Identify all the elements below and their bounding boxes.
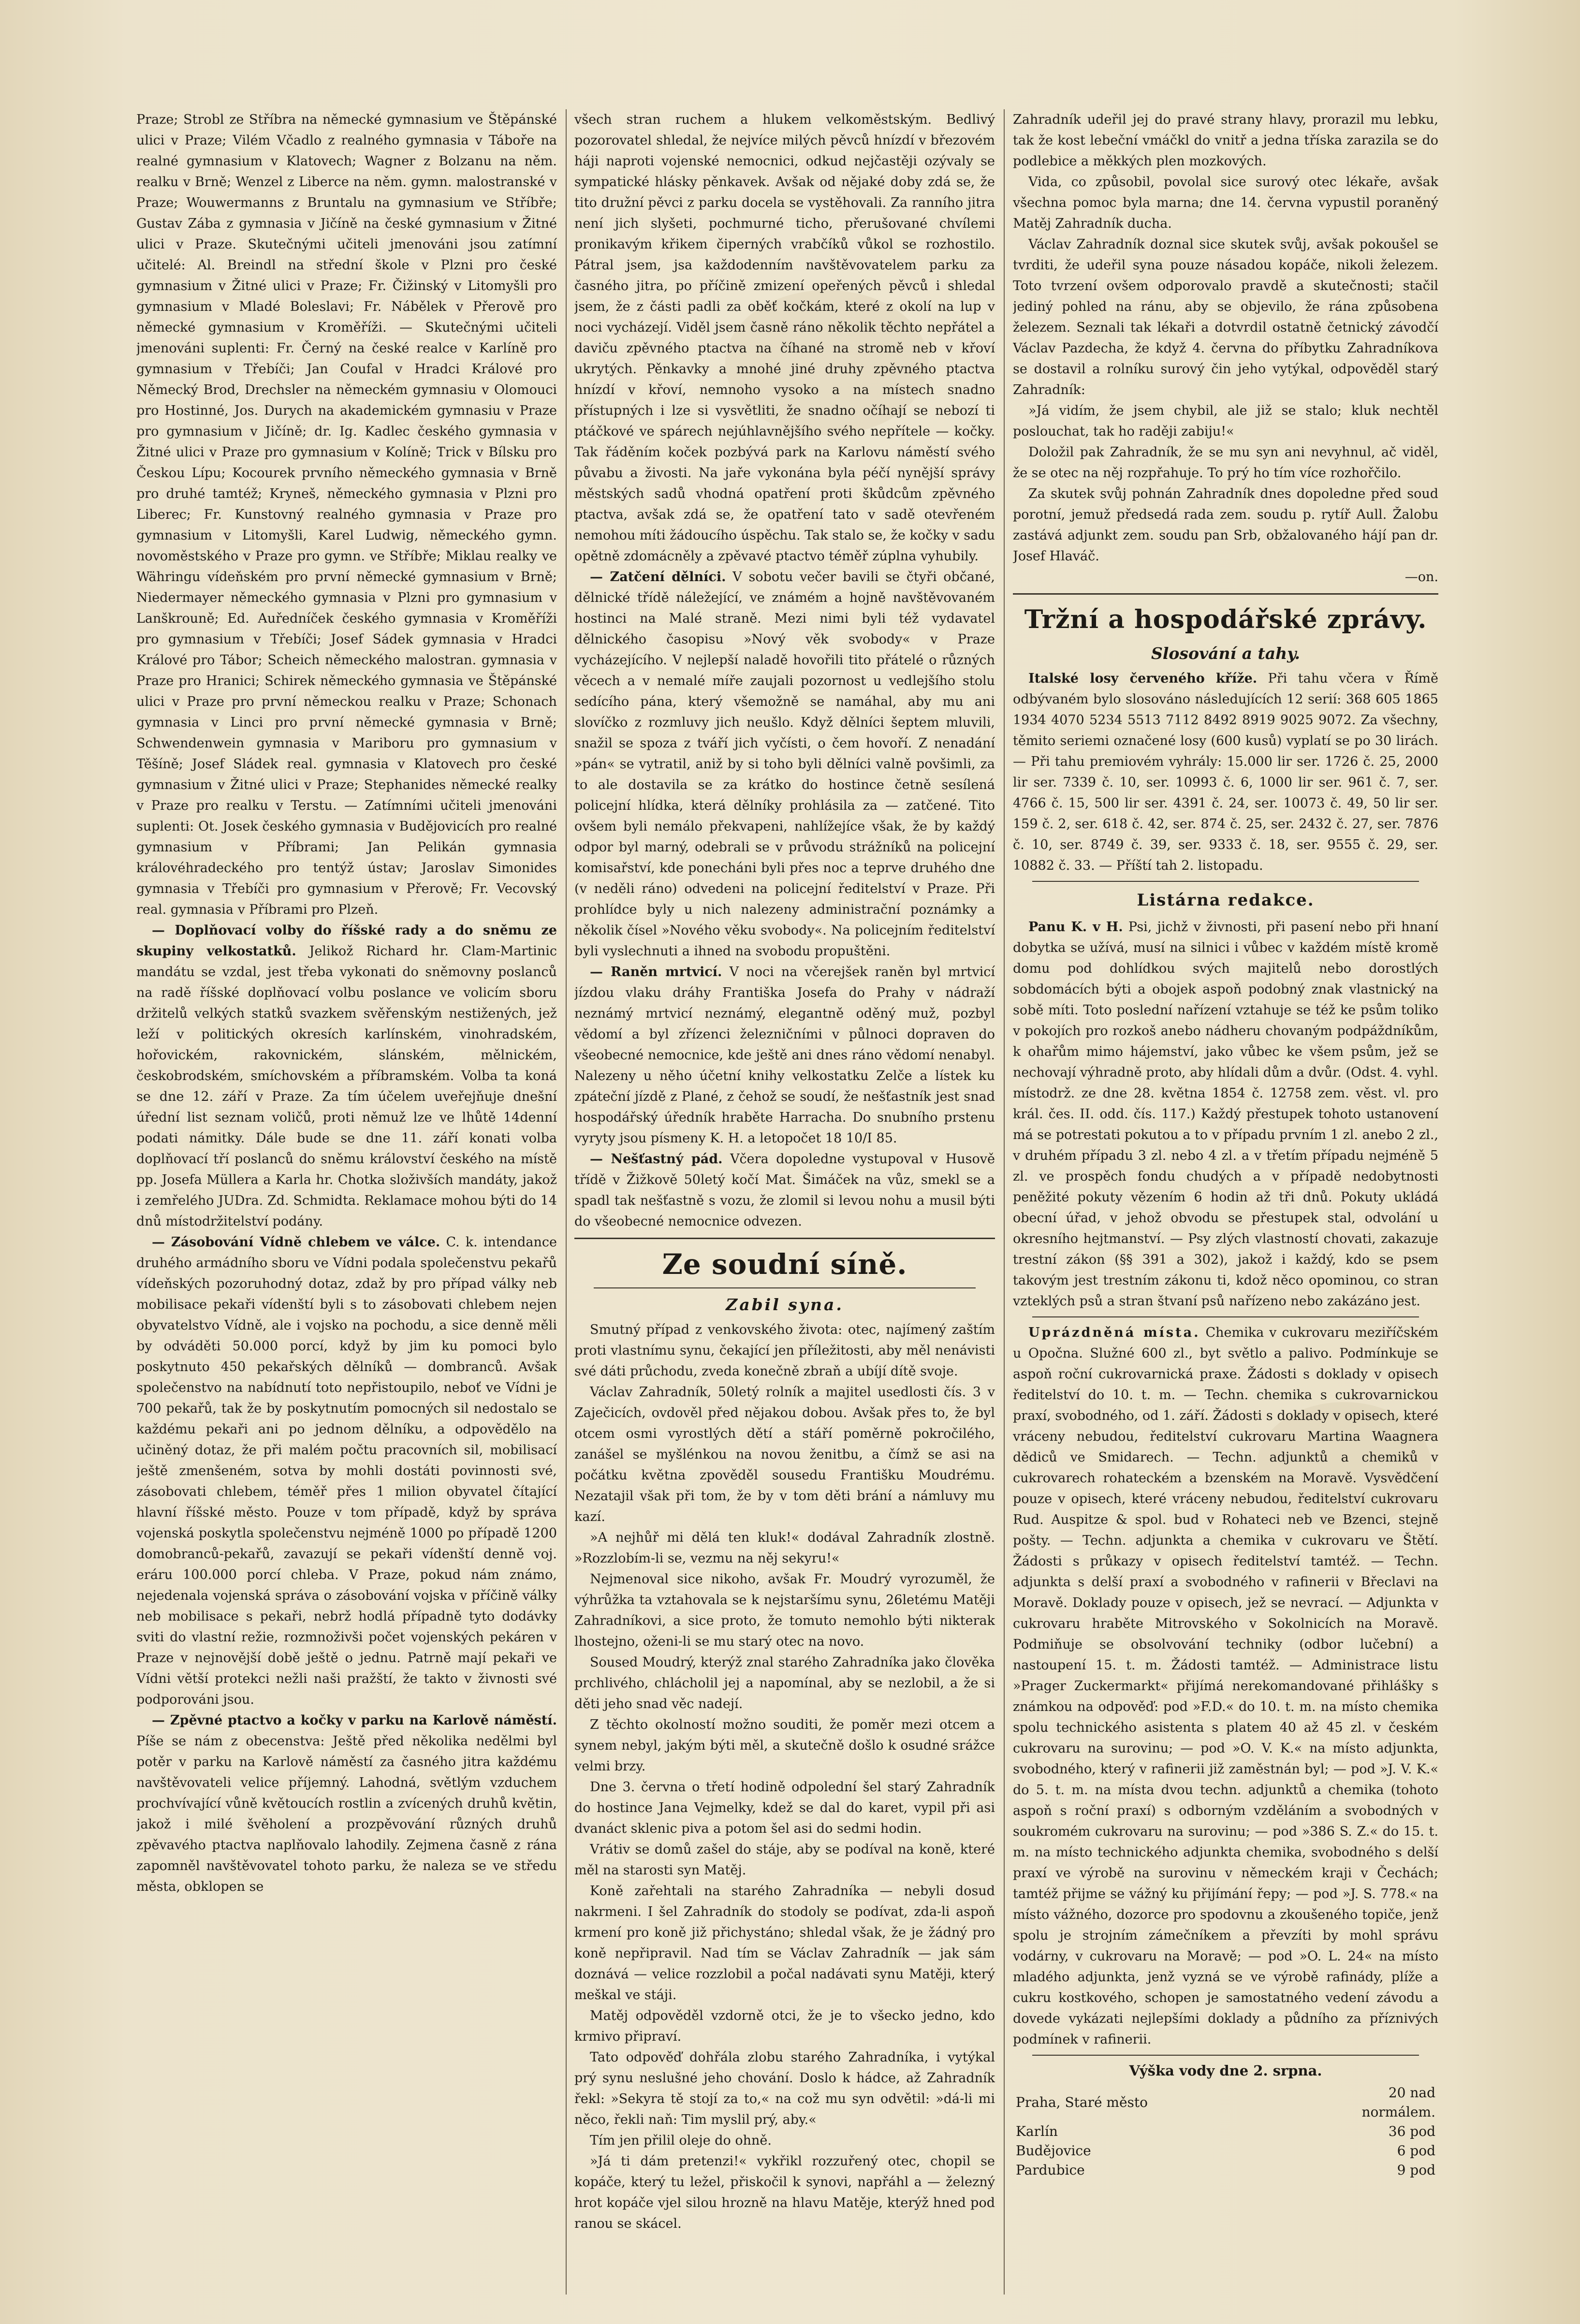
section-divider	[1032, 881, 1419, 882]
value-cell: 36 pod	[1388, 2123, 1435, 2139]
jobs-paragraph	[1013, 1322, 1438, 2050]
article-fall	[574, 1149, 995, 1232]
court-signature: —on.	[1404, 570, 1438, 585]
article-headline: — Raněn mrtvicí.	[590, 965, 722, 979]
place-cell: Praha, Staré město	[1016, 2094, 1148, 2110]
article-body: Včera dopoledne vystupoval v Husově třídě v Žižkově 50letý kočí Mat. Šimáček na vůz, smekl se a spadl tak nešťastně s vozu, že zlomil si levou nohu a musil býti do všeobecné nemocnice odvezen.	[574, 1152, 995, 1229]
article-body: Chemika v cukrovaru meziříčském u Opočna. Služné 600 zl., byt světlo a palivo. Podmínkuje se aspoň roční cukrovarnická praxe. Žádosti s doklady v opisech ředitelství do 10. t. m. — Techn. chemika s cukrovarnickou praxí, svobodného, od 1. září. Žádosti s doklady v opisech, které vráceny nebudou, ředitelství cukrovaru Martina Waagnera dědiců ve Smidarech. — Techn. adjunktů a chemiků v cukrovarech rohateckém a bzenském na Moravě. Vysvědčení pouze v opisech, které vráceny nebudou, ředitelství cukrovaru Rud. Auspitze & spol. bud v Rohateci neb ve Bzenci, stejně pošty. — Techn. adjunkta a chemika v cukrovaru ve Štětí. Žádosti s průkazy v opisech ředitelství tamtéž. — Techn. adjunkta s delší praxí a svobodného v rafinerii v Břeclavi na Moravě. Doklady pouze v opisech, jež se nevrací. — Adjunkta v cukrovaru hraběte Mitrovského v Sokolnicích na Moravě. Podmiňuje se obsolvování techniky (odbor lučební) a nastoupení 15. t. m. Žádosti tamtéž. — Administrace listu »Prager Zuckermarkt« přijímá nerekomandované přihlášky s známkou na odpověď: pod »F.D.« do 10. t. m. na místo chemika spolu technického asistenta s platem 40 až 45 zl. v českém cukrovaru na surovinu; — pod »O. V. K.« na místo adjunkta, svobodného, který v rafinerii již zaměstnán byl; — pod »J. V. K.« do 5. t. m. na místa dvou techn. adjunktů a chemika (tohoto aspoň s roční praxí) s odborným vzděláním a svobodných v soukromém cukrovaru na surovinu; — pod »386 S. Z.« do 15. t. m. na místo technického adjunkta chemika, svobodného s delší praxí ve výrobě na surovinu v německém kraji v Čechách; tamtéž přijme se vážný ku přijímání řepy; — pod »J. S. 778.« na místo vážného, dozorce pro spodovnu a zkoušeného topiče, jenž spolu je strojním zámečníkem a převzíti by mohl správu vodárny, v cukrovaru na Moravě; — pod »O. L. 24« na místo mladého adjunkta, jenž vyzná se ve výrobě rafinády, plíže a cukru kostkového, schopen je samostatného vedení závodu a dovede vykázati nejlepšími doklady a půdního za příznivých podmínek v rafinerii.	[1013, 1325, 1438, 2047]
value-cell: 20 nad normálem.	[1361, 2085, 1435, 2120]
court-paragraph: »A nejhůř mi dělá ten kluk!« dodával Zahradník zlostně. »Rozzlobím-li se, vezmu na něj sekyru!«	[574, 1530, 995, 1566]
court-paragraph: Soused Moudrý, kterýž znal starého Zahradníka jako člověka prchlivého, chlácholil jej a napomínal, aby se nezlobil, a že si děti jeho snad věc nadejí.	[574, 1655, 995, 1711]
table-row	[1013, 2141, 1438, 2161]
place-cell: Budějovice	[1016, 2143, 1091, 2159]
court-paragraph: Vida, co způsobil, povolal sice surový otec lékaře, avšak všechna pomoc byla marna; dne 14. června vypustil poraněný Matěj Zahradník ducha.	[1013, 175, 1438, 231]
songbirds-continued: všech stran ruchem a hlukem velkoměstským. Bedlivý pozorovatel shledal, že nejvíce milých pěvců hnízdí v březovém háji naproti vojenské nemocnici, odkud nejčastěji ozývaly se sympatické hlásky pěnkavek. Avšak od nějaké doby zdá se, že tito družní pěvci z parku docela se vystěhovali. Za ranního jitra není jich slyšeti, pochmurné ticho, přerušované chvílemi pronikavým křikem čiperných vrabčíků vůkol se rozhostilo. Pátral jsem, jsa každodenním navštěvovatelem parku za časného jitra, po příčině zmizení opeřených pěvců i shledal jsem, že z části padli za oběť kočkám, které z okolí na lup v noci vycházejí. Viděl jsem časně ráno několik těchto nepřátel a daviču zpěvného ptactva na číhané na stromě neb v křoví ukrytých. Pěnkavky a mnohé jiné druhy zpěvného ptactva hnízdí v křoví, nemnoho vysoko a na místech snadno přístupných i lze si vysvětliti, že snadno očíhají se nebozí ti ptáčkové ve spárech nejúhlavnějšího svého nepřítele — kočky. Tak řáděním koček pozbývá park na Karlovu náměstí svého půvabu a živosti. Na jaře vykonána byla péčí nynější správy městských sadů vhodná opatření proti škůdcům zpěvného ptactva, avšak zdá se, že opatření tato v sadě otevřeném nemohou míti žádoucího úspěchu. Tak stalo se, že kočky v sadu opětně zdomácněly a zpěvavé ptactvo téměř zúplna vyhubily.	[574, 112, 995, 564]
court-paragraph: Koně zařehtali na starého Zahradníka — nebyli dosud nakrmeni. I šel Zahradník do stodoly se podívat, zda-li aspoň krmení pro koně již přichystáno; shledal však, že je žádný pro koně nepřipravil. Nad tím se Václav Zahradník — jak sám doznává — velice rozzlobil a počal nadávati synu Matěji, který meškal ve stáji.	[574, 1884, 995, 2002]
court-paragraph: Zahradník udeřil jej do pravé strany hlavy, prorazil mu lebku, tak že kost lebeční vmáčkl do vnitř a jedna tříska zarazila se do podlebice a měkkých plen mozkových.	[1013, 112, 1438, 169]
court-paragraph: Za skutek svůj pohnán Zahradník dnes dopoledne před soud porotní, jemuž předsedá rada zem. soudu p. rytíř Aull. Žalobu zastává adjunkt zem. soudu pan Srb, obžalovaného hájí pan dr. Josef Hlaváč.	[1013, 486, 1438, 564]
court-paragraph: Smutný případ z venkovského života: otec, najímený zaštím proti vlastnímu synu, čekající jen příležitosti, aby měl nenávisti své dáti průchodu, zveda konečně zbraň a ubíjí dítě svoje.	[574, 1322, 995, 1379]
court-paragraph: Tato odpověď dohřála zlobu starého Zahradníka, i vytýkal prý synu neslušné jeho chování. Doslo k hádce, až Zahradník řekl: »Sekyra tě stojí za to,« na což mu syn odvětil: »dá-li mi něco, řekli naň: Tim myslil prý, aby.«	[574, 2050, 995, 2127]
article-headline: — Zatčení dělníci.	[590, 570, 726, 585]
court-paragraph: Nejmenoval sice nikoho, avšak Fr. Moudrý vyrozuměl, že výhrůžka ta vztahovala se k nejstaršímu synu, 26letému Matěji Zahradníkovi, a sice proto, že tomuto nemohlo býti nikterak lhostejno, oženi-li se mu starý otec na novo.	[574, 1572, 995, 1649]
table-row	[1013, 2083, 1438, 2122]
place-cell: Pardubice	[1016, 2162, 1085, 2178]
section-divider	[1032, 1316, 1419, 1317]
section-divider	[574, 1238, 995, 1239]
table-row	[1013, 2122, 1438, 2141]
court-paragraph: »Já ti dám pretenzi!« vykřikl rozzuřený otec, chopil se kopáče, který tu ležel, přiskočil k synovi, napřáhl a — železný hrot kopáče vjel silou hrozně na hlavu Matěje, kterýž hned pod ranou se skácel.	[574, 2154, 995, 2231]
article-headline: — Zpěvné ptactvo a kočky v parku na Karlově náměstí.	[152, 1713, 557, 1728]
article-body: V sobotu večer bavili se čtyři občané, dělnické třídě náležející, ve známém a hojně navštěvovaném hostinci na Malé straně. Mezi nimi byli též vydavatel dělnického časopisu »Nový věk svobody« v Praze vycházejícího. V nejlepší naladě hovořili tito přátelé o různých věcech a v nemalé míře zaujali pozornost u vedlejšího stolu sedícího pána, který všemožně se namáhal, aby mu ani slovíčko z rozmluvy jich neušlo. Když dělníci šeptem mluvili, snažil se spoza z tváří jich vyčísti, o čem hovoří. Z nenadání »pán« se vytratil, aniž by si toho byli dělníci valně povšimli, za to ale dostavila se za krátko do hostince četně sesílená policejní hlídka, která dělníky prohlásila za — zatčené. Tito ovšem byli nemálo překvapeni, nahlížejíce však, že by každý odpor byl marný, odebrali se v průvodu strážníků na policejní komisařství, kde ponecháni byli přes noc a teprve druhého dne (v neděli ráno) odvedeni na policejní ředitelství v Praze. Při prohlídce byly u nich nalezeny administrační poznámky a několik čísel »Nového věku svobody«. Na policejním ředitelství byli vyslechnuti a ihned na svobodu propuštěni.	[574, 570, 995, 959]
appointments-paragraph: Praze; Strobl ze Stříbra na německé gymnasium ve Štěpánské ulici v Praze; Vilém Včadlo z realného gymnasia v Táboře na realné gymnasium v Klatovech; Wagner z Bolzanu na něm. realku v Brně; Wenzel z Liberce na něm. gymn. malostranské v Praze; Wouwermanns z Bruntalu na gymnasium ve Stříbře; Gustav Zába z gymnasia v Jičíně na české gymnasium v Žitné ulici v Praze. Skutečnými učiteli jmenováni jsou zatímní učitelé: Al. Breindl na střední škole v Plzni pro české gymnasium v Žitné ulici v Praze; Fr. Čižinský v Litomyšli pro gymnasium v Mladé Boleslavi; Fr. Nábělek v Přerově pro německé gymnasium v Kroměříži. — Skutečnými učiteli jmenováni suplenti: Fr. Černý na české realce v Karlíně pro gymnasium v Třebíči; Jan Coufal v Hradci Králové pro Německý Brod, Drechsler na německém gymnasiu v Olomouci pro Hostinné, Jos. Durych na akademickém gymnasiu v Praze pro gymnasium v Jičíně; dr. Ig. Kadlec českého gymnasia v Žitné ulici v Praze pro gymnasium v Kolíně; Trick v Bílsku pro Českou Lípu; Kocourek prvního německého gymnasia v Brně pro druhé tamtéž; Kryneš, německého gymnasia v Plzni pro Liberec; Fr. Kunstovný realného gymnasia v Praze pro gymnasium v Litomyšli, Karel Ludwig, německého gymn. novoměstského v Praze pro gymn. ve Stříbře; Miklau realky ve Währingu vídeňském pro první německé gymnasium v Brně; Niedermayer německého gymnasia v Plzni pro gymnasium v Lanškrouně; Ed. Auředníček českého gymnasia v Kroměříži pro gymnasium v Třebíči; Josef Sádek gymnasia v Hradci Králové pro Tábor; Scheich německého malostran. gymnasia v Praze pro Hranici; Schirek německého gymnasia ve Štěpánské ulici v Praze pro první německou realku v Praze; Schonach gymnasia v Linci pro první německé gymnasia v Brně; Schwendenwein gymnasia v Mariboru pro gymnasium v Těšíně; Josef Sládek real. gymnasia v Klatovech pro české gymnasium v Žitné ulici v Praze; Stephanides německé realky v Praze pro realku v Terstu. — Zatímními učiteli jmenováni suplenti: Ot. Josek českého gymnasia v Budějovicích pro realné gymnasium v Příbrami; Jan Pelikán gymnasia královéhradeckého pro tentýž ústav; Jaroslav Simonides gymnasia v Třebíči pro gymnasium v Přerově; Fr. Vecovský real. gymnasia v Příbrami pro Plzeň.	[136, 112, 557, 917]
place-cell: Karlín	[1016, 2123, 1058, 2139]
article-headline: — Nešťastný pád.	[590, 1152, 723, 1167]
value-cell: 9 pod	[1397, 2162, 1435, 2178]
court-paragraph: Tím jen přilil oleje do ohně.	[590, 2133, 772, 2148]
court-section-heading: Ze soudní síně.	[662, 1248, 907, 1281]
column-1	[136, 109, 557, 2304]
article-headline: Italské losy červeného kříže.	[1028, 671, 1258, 686]
letters-paragraph	[1013, 917, 1438, 1312]
market-section-heading: Tržní a hospodářské zprávy.	[1024, 605, 1427, 634]
article-body: V noci na včerejšek raněn byl mrtvicí jízdou vlaku dráhy Františka Josefa do Prahy v nádraží neznámý mrtvicí neznámý, elegantně oděný muž, pozbyl vědomí a byl zřízenci železničními v půlnoci dopraven do všeobecné nemocnice, kde ještě ani dnes ráno vědomí nenabyl. Nalezeny u něho účetní knihy velkostatku Zelče a lístek ku zpáteční jízdě z Plané, z čehož se soudí, že nešťastník jest snad hospodářský úředník hraběte Harracha. Do snubního prstenu vyryty jsou písmeny K. H. a letopočet 18 10/I 85.	[574, 965, 995, 1146]
letters-heading: Listárna redakce.	[1137, 891, 1315, 910]
water-level-table	[1013, 2083, 1438, 2180]
column-3	[1013, 109, 1438, 2304]
section-divider	[1032, 2055, 1419, 2056]
article-by-election	[136, 920, 557, 1232]
column-2	[574, 109, 995, 2304]
court-paragraph: Václav Zahradník doznal sice skutek svůj, avšak pokoušel se tvrditi, že udeřil syna pouze násadou kopáče, nikoli železem. Toto tvrzení ovšem odporovalo pravdě a skutečnosti; stačil jediný pohled na ránu, aby se objevilo, že rána způsobena železem. Seznali tak lékaři a dotvrdil ostatně četnický závodčí Václav Pazdecha, že když 4. června do příbytku Zahradníkova se dostavil a rolníku surový čin jeho vytýkal, odpověděl starý Zahradník:	[1013, 237, 1438, 397]
jobs-heading: Uprázdněná místa.	[1028, 1325, 1200, 1340]
article-body: Píše se nám z obecenstva: Ještě před několika nedělmi byl potěr v parku na Karlově náměstí za časného jitra každému navštěvovateli velice příjemný. Lahodná, světlým vzduchem prochvívající vůně květoucích rostlin a zvícených druhů květin, jakož i milé švěholení a prozpěvování různých druhů zpěvavého ptactva naplňovalo lahodily. Zejmena časně z rána zapomněl navštěvovatel tohoto parku, že naleza se ve středu města, obklopen se	[136, 1734, 557, 1894]
article-songbirds	[136, 1710, 557, 1897]
article-vienna-bread	[136, 1232, 557, 1710]
lottery-subheading: Slosování a tahy.	[1151, 644, 1300, 663]
article-body: Jelikož Richard hr. Clam-Martinic mandátu se vzdal, jest třeba vykonati do sněmovny poslanců na radě říšské doplňovací volbu poslance ve volicím sboru držitelů velkých statků svazkem svěřenským nestižených, jež leží v politických okresích karlínském, vinohradském, hořovickém, rakovnickém, slánském, mělnickém, českobrodském, smíchovském a příbramském. Volba ta koná se dne 12. září v Praze. Za tím účelem uveřejňuje dnešní úřední list seznam voličů, proti němuž lze ve lhůtě 14denní podati námitky. Dále bude se dne 11. září konati volba doplňovací tří poslanců do sněmu království českého na místě pp. Josefa Müllera a Karla hr. Chotka složivších mandáty, jakož i zemřelého JUDra. Zd. Schmidta. Reklamace mohou býti do 14 dnů místodržitelství podány.	[136, 944, 557, 1229]
lottery-paragraph	[1013, 668, 1438, 876]
court-paragraph: Václav Zahradník, 50letý rolník a majitel usedlosti čís. 3 v Zaječicích, ovdověl před nějakou dobou. Avšak přes to, že byl otcem osmi vyrostlých dětí a stáří poměrně pokročilého, zanášel se myšlénkou na novou ženitbu, a čímž se asi na počátku května zpověděl sousedu Františku Moudrému. Nezatajil však při tom, že by v tom děti brání a námluvy mu kazí.	[574, 1385, 995, 1524]
article-body: Při tahu včera v Římě odbývaném bylo slosováno následujících 12 serií: 368 605 1865 1934 4070 5234 5513 7112 8492 8919 9025 9072. Za všechny, těmito seriemi označené losy (600 kusů) vyplatí se po 30 lirách. — Při tahu premiovém vyhrály: 15.000 lir ser. 1726 č. 25, 2000 lir ser. 7339 č. 10, ser. 10993 č. 6, 1000 lir ser. 961 č. 7, ser. 4766 č. 15, 500 lir ser. 4391 č. 24, ser. 10073 č. 49, 50 lir ser. 159 č. 2, ser. 618 č. 42, ser. 874 č. 25, ser. 2432 č. 27, ser. 7876 č. 10, ser. 8749 č. 39, ser. 9333 č. 18, ser. 9555 č. 29, ser. 10882 č. 33. — Příští tah 2. listopadu.	[1013, 671, 1438, 873]
section-divider	[1013, 593, 1438, 595]
column-rule	[1004, 109, 1005, 2295]
column-rule	[566, 109, 567, 2295]
table-row	[1013, 2161, 1438, 2180]
court-paragraph: Vrátiv se domů zašel do stáje, aby se podíval na koně, které měl na starosti syn Matěj.	[574, 1842, 995, 1878]
value-cell: 6 pod	[1397, 2143, 1435, 2159]
court-paragraph: »Já vidím, že jsem chybil, ale již se stalo; kluk nechtěl poslouchat, tak ho raději zabiju!«	[1013, 403, 1438, 439]
article-arrested-workers	[574, 567, 995, 962]
article-body: C. k. intendance druhého armádního sboru ve Vídni podala společenstvu pekařů vídeňských pozoruhodný dotaz, zdaž by pro případ války neb mobilisace pekaři vídenští byli s to zásobovati chlebem nejen obyvatelstvo Vídně, ale i vojsko na pochodu, a sice denně měli by odváděti 50.000 porcí, když by jim ku pomoci bylo poskytnuto 450 pekařských dělníků — dombranců. Avšak společenstvo na nabídnutí toto nepřistoupilo, neboť ve Vídni je 700 pekařů, tak že by poskytnutím pomocných sil nedostalo se každému pekaři ani po jednom dělníku, a odpovědělo na učiněný dotaz, že při malém počtu pracovních sil, mobilisací ještě zmenšeném, sotva by mohli dostáti povinnosti své, zásobovati chlebem, téměř přes 1 milion obyvatel čítající hlavní říšské město. Pouze v tom případě, když by správa vojenská poskytla společenstvu nejméně 1000 po případě 1200 domobranců-pekařů, zavazují se pekaři vídenští denně voj. eráru 100.000 porcí chleba. V Praze, pokud nám známo, nejedenala vojenská správa o zásobování vojska v příčině války neb mobilisace s pekaři, nebrž hodlá případně tyto dodávky sviti do vlastní režie, rozmnoživši počet vojenských pekáren v Praze v nejnovější době ještě o jednu. Patrně mají pekaři ve Vídni větší protekci nežli naši pražští, že takto v živnosti své podporováni jsou.	[136, 1235, 557, 1707]
court-article-title: Zabil syna.	[726, 1295, 844, 1314]
letters-addressee: Panu K. v H.	[1028, 920, 1123, 935]
water-level-heading: Výška vody dne 2. srpna.	[1129, 2062, 1322, 2079]
court-paragraph: Dne 3. června o třetí hodině odpolední šel starý Zahradník do hostince Jana Vejmelky, kdež se dal do karet, vypil při asi dvanáct sklenic piva a potom šel asi do sedmi hodin.	[574, 1780, 995, 1836]
heading-underline	[594, 1287, 976, 1288]
court-paragraph: Z těchto okolností možno souditi, že poměr mezi otcem a synem nebyl, jakým býti měl, a skutečně došlo k osudné srážce velmi brzy.	[574, 1717, 995, 1774]
court-paragraph: Matěj odpověděl vzdorně otci, že je to všecko jedno, kdo krmivo připraví.	[574, 2008, 995, 2044]
article-stroke	[574, 962, 995, 1149]
article-headline: — Zásobování Vídně chlebem ve válce.	[152, 1235, 440, 1250]
article-headline: — Doplňovací volby do říšské rady a do sněmu ze skupiny velkostatků.	[136, 923, 557, 959]
article-body: Psi, jichž v živnosti, při pasení nebo při hnaní dobytka se užívá, musí na silnici i vůbec v každém místě kromě domu pod dohlídkou svých majitelů nebo dorostlých sobdomácích býti a obojek aspoň podobný znak vlastnický na sobě míti. Toto poslední nařízení vztahuje se též ke psům toliko v pokojích pro rozkoš anebo nádheru chovaným podpáždníkům, k ohařům mimo hájemství, jako vůbec ke všem psům, jež se nechovají výhradně proto, aby hlídali dům a dvůr. (Odst. 4. vyhl. místodrž. ze dne 28. května 1854 č. 12758 zem. věst. vl. pro král. čes. II. odd. čís. 117.) Každý přestupek tohoto ustanovení má se potrestati pokutou a to v případu prvním 1 zl. anebo 2 zl., v druhém případu 3 zl. nebo 4 zl. a v třetím případu nejméně 5 zl. ve prospěch fondu chudých a v případě nedobytnosti peněžité pokuty vězením 6 hodin až tři dnů. Pokuty ukládá obecní úřad, v jehož obvodu se přestupek stal, odvolání u okresního hejtmanství. — Psy zlých vlastností chovati, zakazuje trestní zákon (§§ 391 a 302), jakož i každý, kdo se psem takovým jest trestním zákonu ti, kdož něco opominou, co stran vzteklých psů a stran štvaní psů nařízeno nebo zakázáno jest.	[1013, 920, 1438, 1309]
court-paragraph: Doložil pak Zahradník, že se mu syn ani nevyhnul, ač viděl, že se otec na něj rozpřahuje. To prý ho tím více rozhořčilo.	[1013, 445, 1438, 481]
